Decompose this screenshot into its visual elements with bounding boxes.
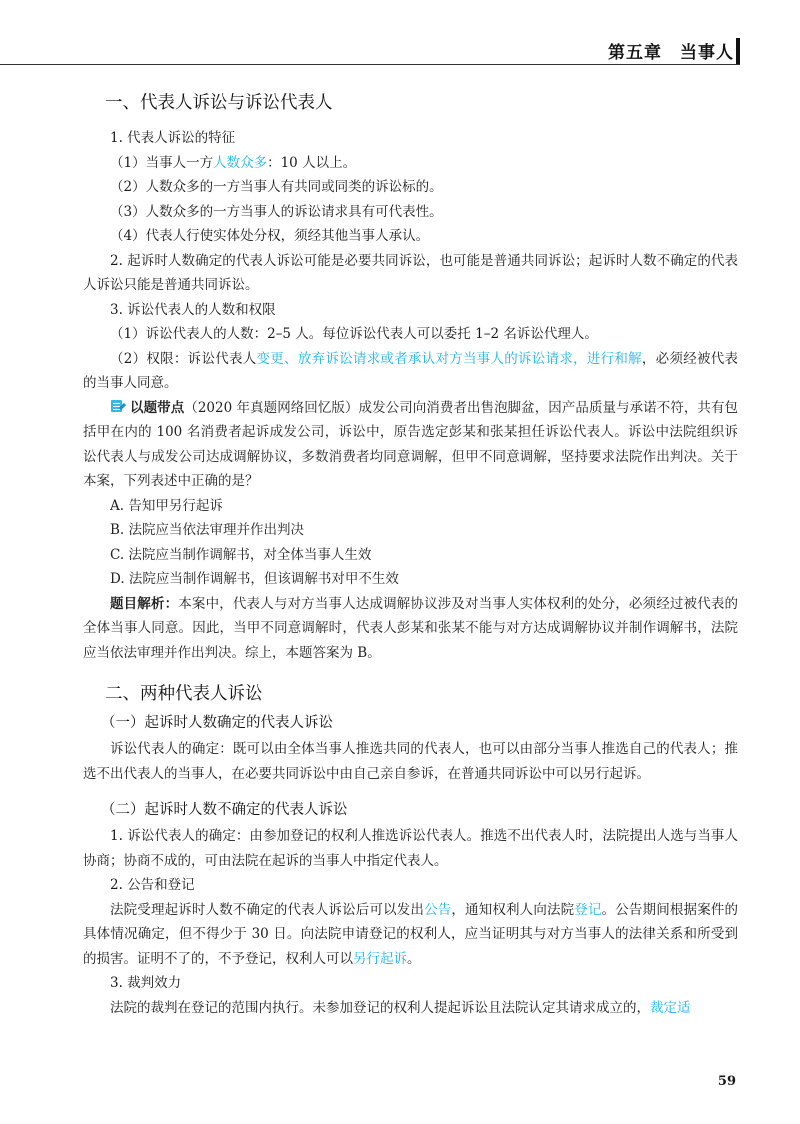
section1-heading: 一、代表人诉讼与诉讼代表人 [105,93,333,113]
s1-p2-highlight: 人数众多 [213,154,268,171]
s1-p8: （1）诉讼代表人的人数：2–5 人。每位诉讼代表人可以委托 1–2 名诉讼代理人。 [110,326,598,342]
s1-p9-tail: ，必须经被代表的当事人同意。 [83,350,739,391]
header-bar [736,38,740,64]
sub2-p2: 2. 公告和登记 [110,877,195,893]
page-number: 59 [717,1074,736,1089]
s1-p4: （3）人数众多的一方当事人的诉讼请求具有可代表性。 [110,203,443,220]
s1-p5: （4）代表人行使实体处分权，须经其他当事人承认。 [110,228,430,244]
sub1-p1: 诉讼代表人的确定：既可以由全体当事人推选共同的代表人，也可以由部分当事人推选自己的代表人；推选不出代表人的当事人，在必要共同诉讼中由自己亲自参诉，在普通共同诉讼中可以另行起诉。 [83,741,738,782]
sub2-p3 [83,898,738,972]
sub2-p3-b: ，通知权利人向法院 [451,901,575,918]
sub2-p1: 1. 诉讼代表人的确定：由参加登记的权利人推选诉讼代表人。推选不出代表人时，法院提出人选与当事人协商；协商不成的，可由法院在起诉的当事人中指定代表人。 [83,828,738,869]
sub2-p3-hl3: 另行起诉 [353,950,407,967]
page-content [83,88,738,1020]
example-text: （2020 年真题网络回忆版）成发公司向消费者出售泡脚盆，因产品质量与承诺不符，共有包括甲在内的 100 名消费者起诉成发公司，诉讼中，原告选定彭某和张某担任诉讼代表人。诉讼中法院组织诉讼代表人与成发公司达成调解协议，多数消费者均同意调解，但甲不同意调解，坚持要求法院作出判决。关于本案，下列表述中正确的是？ [83,399,738,489]
s1-p9-highlight: 变更、放弃诉讼请求或者承认对方当事人的诉讼请求，进行和解 [256,350,642,367]
sub2-p3-hl1: 公告 [424,901,452,918]
sub2-p3-c: 。公告期间根据案件的具体情况确定，但不得少于 30 日。向法院申请登记的权利人，应当证明其与对方当事人的法律关系和所受到的损害。证明不了的，不予登记，权利人可以 [83,901,739,967]
s1-p2 [83,151,738,176]
example-paragraph [83,396,738,494]
example-label: 以题带点 [130,399,185,416]
s1-p1: 1. 代表人诉讼的特征 [110,130,236,146]
header-rule [0,64,740,65]
option-a: A. 告知甲另行起诉 [110,497,223,514]
analysis-label: 题目解析： [110,595,179,612]
s1-p3: （2）人数众多的一方当事人有共同或同类的诉讼标的。 [110,179,443,195]
s1-p2-text: （1）当事人一方 [110,154,214,171]
page-header [0,0,800,66]
section2-heading: 二、两种代表人诉讼 [105,684,263,704]
sub2-p5 [83,996,738,1021]
s1-p6: 2. 起诉时人数确定的代表人诉讼可能是必要共同诉讼，也可能是普通共同诉讼；起诉时人数不确定的代表人诉讼只能是普通共同诉讼。 [83,252,738,293]
s1-p9 [83,347,738,396]
sub2-p5-hl: 裁定适 [650,999,691,1016]
option-c: C. 法院应当制作调解书，对全体当事人生效 [110,546,372,563]
sub2-heading: （二）起诉时人数不确定的代表人诉讼 [101,802,348,818]
notebook-icon [110,400,126,414]
s1-p2-tail: ：10 人以上。 [267,154,357,171]
analysis-text: 本案中，代表人与对方当事人达成调解协议涉及对当事人实体权利的处分，必须经过被代表的全体当事人同意。因此，当甲不同意调解时，代表人彭某和张某不能与对方达成调解协议并制作调解书，法院应当依法审理并作出判决。综上，本题答案为 B。 [83,595,739,661]
option-b: B. 法院应当依法审理并作出判决 [110,522,305,538]
sub2-p3-d: 。 [407,950,421,967]
s1-p9-text: （2）权限：诉讼代表人 [110,350,257,367]
s1-p7: 3. 诉讼代表人的人数和权限 [110,301,276,318]
sub2-p4: 3. 裁判效力 [110,975,182,991]
chapter-title: 第五章 当事人 [608,43,734,63]
sub1-heading: （一）起诉时人数确定的代表人诉讼 [101,715,333,731]
sub2-p3-hl2: 登记 [574,901,602,918]
analysis-paragraph [83,592,738,666]
sub2-p3-a: 法院受理起诉时人数不确定的代表人诉讼后可以发出 [110,901,425,918]
sub2-p5-a: 法院的裁判在登记的范围内执行。未参加登记的权利人提起诉讼且法院认定其请求成立的， [110,999,650,1016]
option-d: D. 法院应当制作调解书，但该调解书对甲不生效 [110,571,399,587]
